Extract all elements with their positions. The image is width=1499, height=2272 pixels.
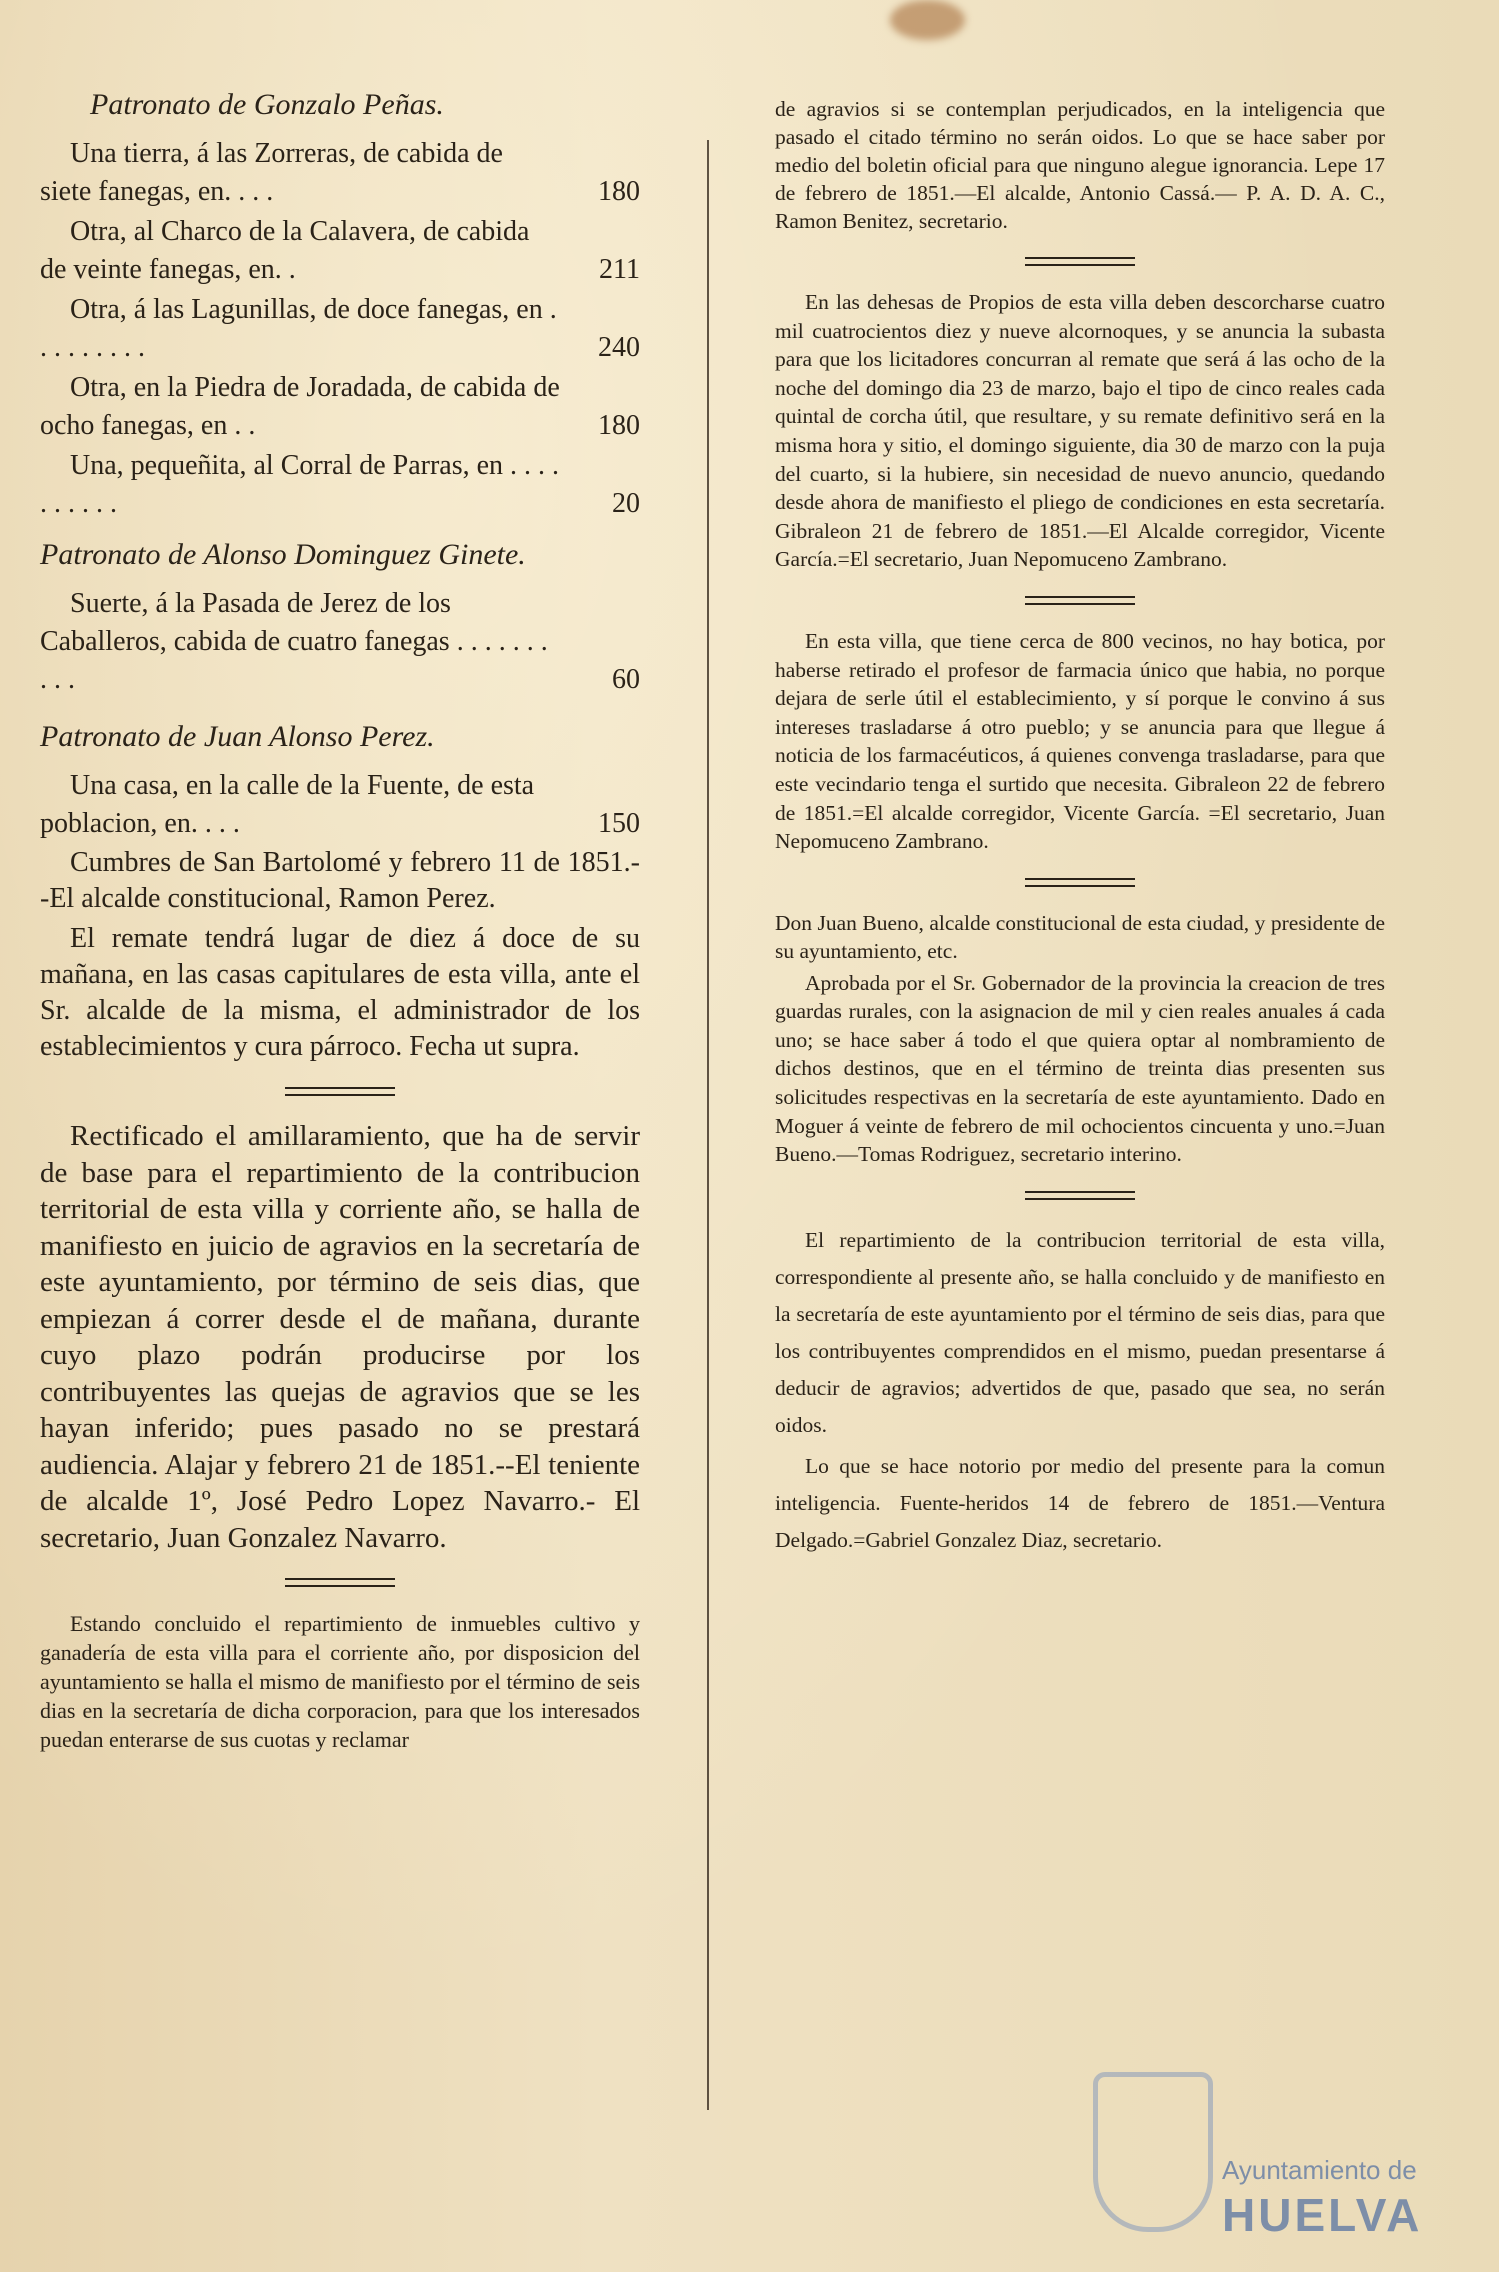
paragraph-repartimiento: Estando concluido el repartimiento de inmuebles cultivo y ganadería de esta villa para el corriente año, por disposicion del ayuntamiento se halla el mismo de manifiesto por el término de seis dias en la secretaría de dicha corporacion, para que los interesados puedan enterarse de sus cuotas y reclamar xyxy=(40,1611,640,1752)
watermark-line2: HUELVA xyxy=(1222,2189,1423,2241)
separator xyxy=(285,1578,395,1587)
shield-icon xyxy=(1093,2072,1213,2232)
separator xyxy=(1025,257,1135,266)
heading-juan-bueno: Don Juan Bueno, alcalde constitucional de esta ciudad, y presidente de su ayuntamiento, etc. xyxy=(775,910,1385,963)
list-item: Una casa, en la calle de la Fuente, de esta poblacion, en. . . . 150 xyxy=(40,770,640,839)
dateline-cumbres: Cumbres de San Bartolomé y febrero 11 de 1851.--El alcalde constitucional, Ramon Perez. xyxy=(40,847,640,914)
separator xyxy=(1025,1191,1135,1200)
heading-juan-alonso-perez: Patronato de Juan Alonso Perez. xyxy=(40,720,435,753)
separator xyxy=(1025,878,1135,887)
left-column xyxy=(40,85,640,1758)
paragraph-dehesas: En las dehesas de Propios de esta villa deben descorcharse cuatro mil cuatrocientos diez y nueve alcornoques, y se anuncia la subasta para que los licitadores concurran al remate que será á las ocho de la noche del domingo dia 23 de marzo, bajo el tipo de cinco reales cada quintal de corcha útil, que resultare, y su remate definitivo será en la misma hora y sitio, el domingo siguiente, dia 30 de marzo con la puja del cuarto, si la hubiere, sin necesidad de nuevo anuncio, quedando desde ahora de manifiesto el pliego de condiciones en esta secretaría. Gibraleon 21 de febrero de 1851.—El Alcalde corregidor, Vicente García.=El secretario, Juan Nepomuceno Zambrano. xyxy=(775,290,1385,572)
list-item: Suerte, á la Pasada de Jerez de los Caballeros, cabida de cuatro fanegas . . . . . . . . . . 60 xyxy=(40,588,640,695)
paragraph-fuente-heridos: Lo que se hace notorio por medio del presente para la comun inteligencia. Fuente-heridos 14 de febrero de 1851.—Ventura Delgado.=Gabriel Gonzalez Diaz, secretario. xyxy=(775,1453,1385,1552)
list-item: Otra, al Charco de la Calavera, de cabida de veinte fanegas, en. . 211 xyxy=(40,216,640,285)
right-column xyxy=(775,95,1385,1563)
paragraph-remate: El remate tendrá lugar de diez á doce de su mañana, en las casas capitulares de esta villa, ante el Sr. alcalde de la misma, el administrador de los establecimientos y cura párroco. Fecha ut supra. xyxy=(40,923,640,1062)
paragraph-botica: En esta villa, que tiene cerca de 800 vecinos, no hay botica, por haberse retirado el profesor de farmacia único que habia, no porque dejara de serle útil el establecimiento, y sí porque le convino á sus intereses trasladarse á otro pueblo; y se anuncia para que llegue á noticia de los farmacéuticos, á quienes convenga trasladarse, para que este vecindario tenga el surtido que necesita. Gibraleon 22 de febrero de 1851.=El alcalde corregidor, Vicente García. =El secretario, Juan Nepomuceno Zambrano. xyxy=(775,628,1385,854)
paragraph-contribucion: El repartimiento de la contribucion territorial de esta villa, correspondiente al presente año, se halla concluido y de manifiesto en la secretaría de este ayuntamiento por el término de seis dias, para que los contribuyentes comprendidos en el mismo, puedan presentarse á deducir de agravios; advertidos de que, pasado que sea, no serán oidos. xyxy=(775,1227,1385,1437)
separator xyxy=(1025,596,1135,605)
heading-alonso-dominguez: Patronato de Alonso Dominguez Ginete. xyxy=(40,538,526,571)
list-item: Una, pequeñita, al Corral de Parras, en . . . . . . . . . . 20 xyxy=(40,450,640,519)
list-item: Otra, en la Piedra de Joradada, de cabida de ocho fanegas, en . . 180 xyxy=(40,372,640,441)
paragraph-alajar: Rectificado el amillaramiento, que ha de servir de base para el repartimiento de la contribucion territorial de esta villa y corriente año, se halla de manifiesto en juicio de agravios en la secretaría de este ayuntamiento, por término de seis dias, que empiezan á correr desde el de mañana, durante cuyo plazo podrán producirse por los contribuyentes las quejas de agravios que se les hayan inferido; pues pasado no se prestará audiencia. Alajar y febrero 21 de 1851.--El teniente de alcalde 1º, José Pedro Lopez Navarro.- El secretario, Juan Gonzalez Navarro. xyxy=(40,1120,640,1554)
ink-stain xyxy=(890,0,965,40)
separator xyxy=(285,1087,395,1096)
column-divider xyxy=(707,140,709,2110)
paragraph-guardas: Aprobada por el Sr. Gobernador de la provincia la creacion de tres guardas rurales, con la asignacion de mil y cien reales anuales á cada uno; se hace saber á todo el que quiera optar al nombramiento de dichos destinos, que en el término de treinta dias presenten sus solicitudes respectivas en la secretaría de este ayuntamiento. Dado en Moguer á veinte de febrero de mil ochocientos cincuenta y uno.=Juan Bueno.—Tomas Rodriguez, secretario interino. xyxy=(775,970,1385,1167)
list-item: Otra, á las Lagunillas, de doce fanegas, en . . . . . . . . . 240 xyxy=(40,294,640,363)
list-item: Una tierra, á las Zorreras, de cabida de siete fanegas, en. . . . 180 xyxy=(40,138,640,207)
watermark-line1: Ayuntamiento de xyxy=(1222,2155,1417,2185)
paragraph-lepe: de agravios si se contemplan perjudicados, en la inteligencia que pasado el citado término no serán oidos. Lo que se hace saber por medio del boletin oficial para que ninguno alegue ignorancia. Lepe 17 de febrero de 1851.—El alcalde, Antonio Cassá.— P. A. D. A. C., Ramon Benitez, secretario. xyxy=(775,97,1385,233)
heading-gonzalo-penas: Patronato de Gonzalo Peñas. xyxy=(90,88,444,121)
